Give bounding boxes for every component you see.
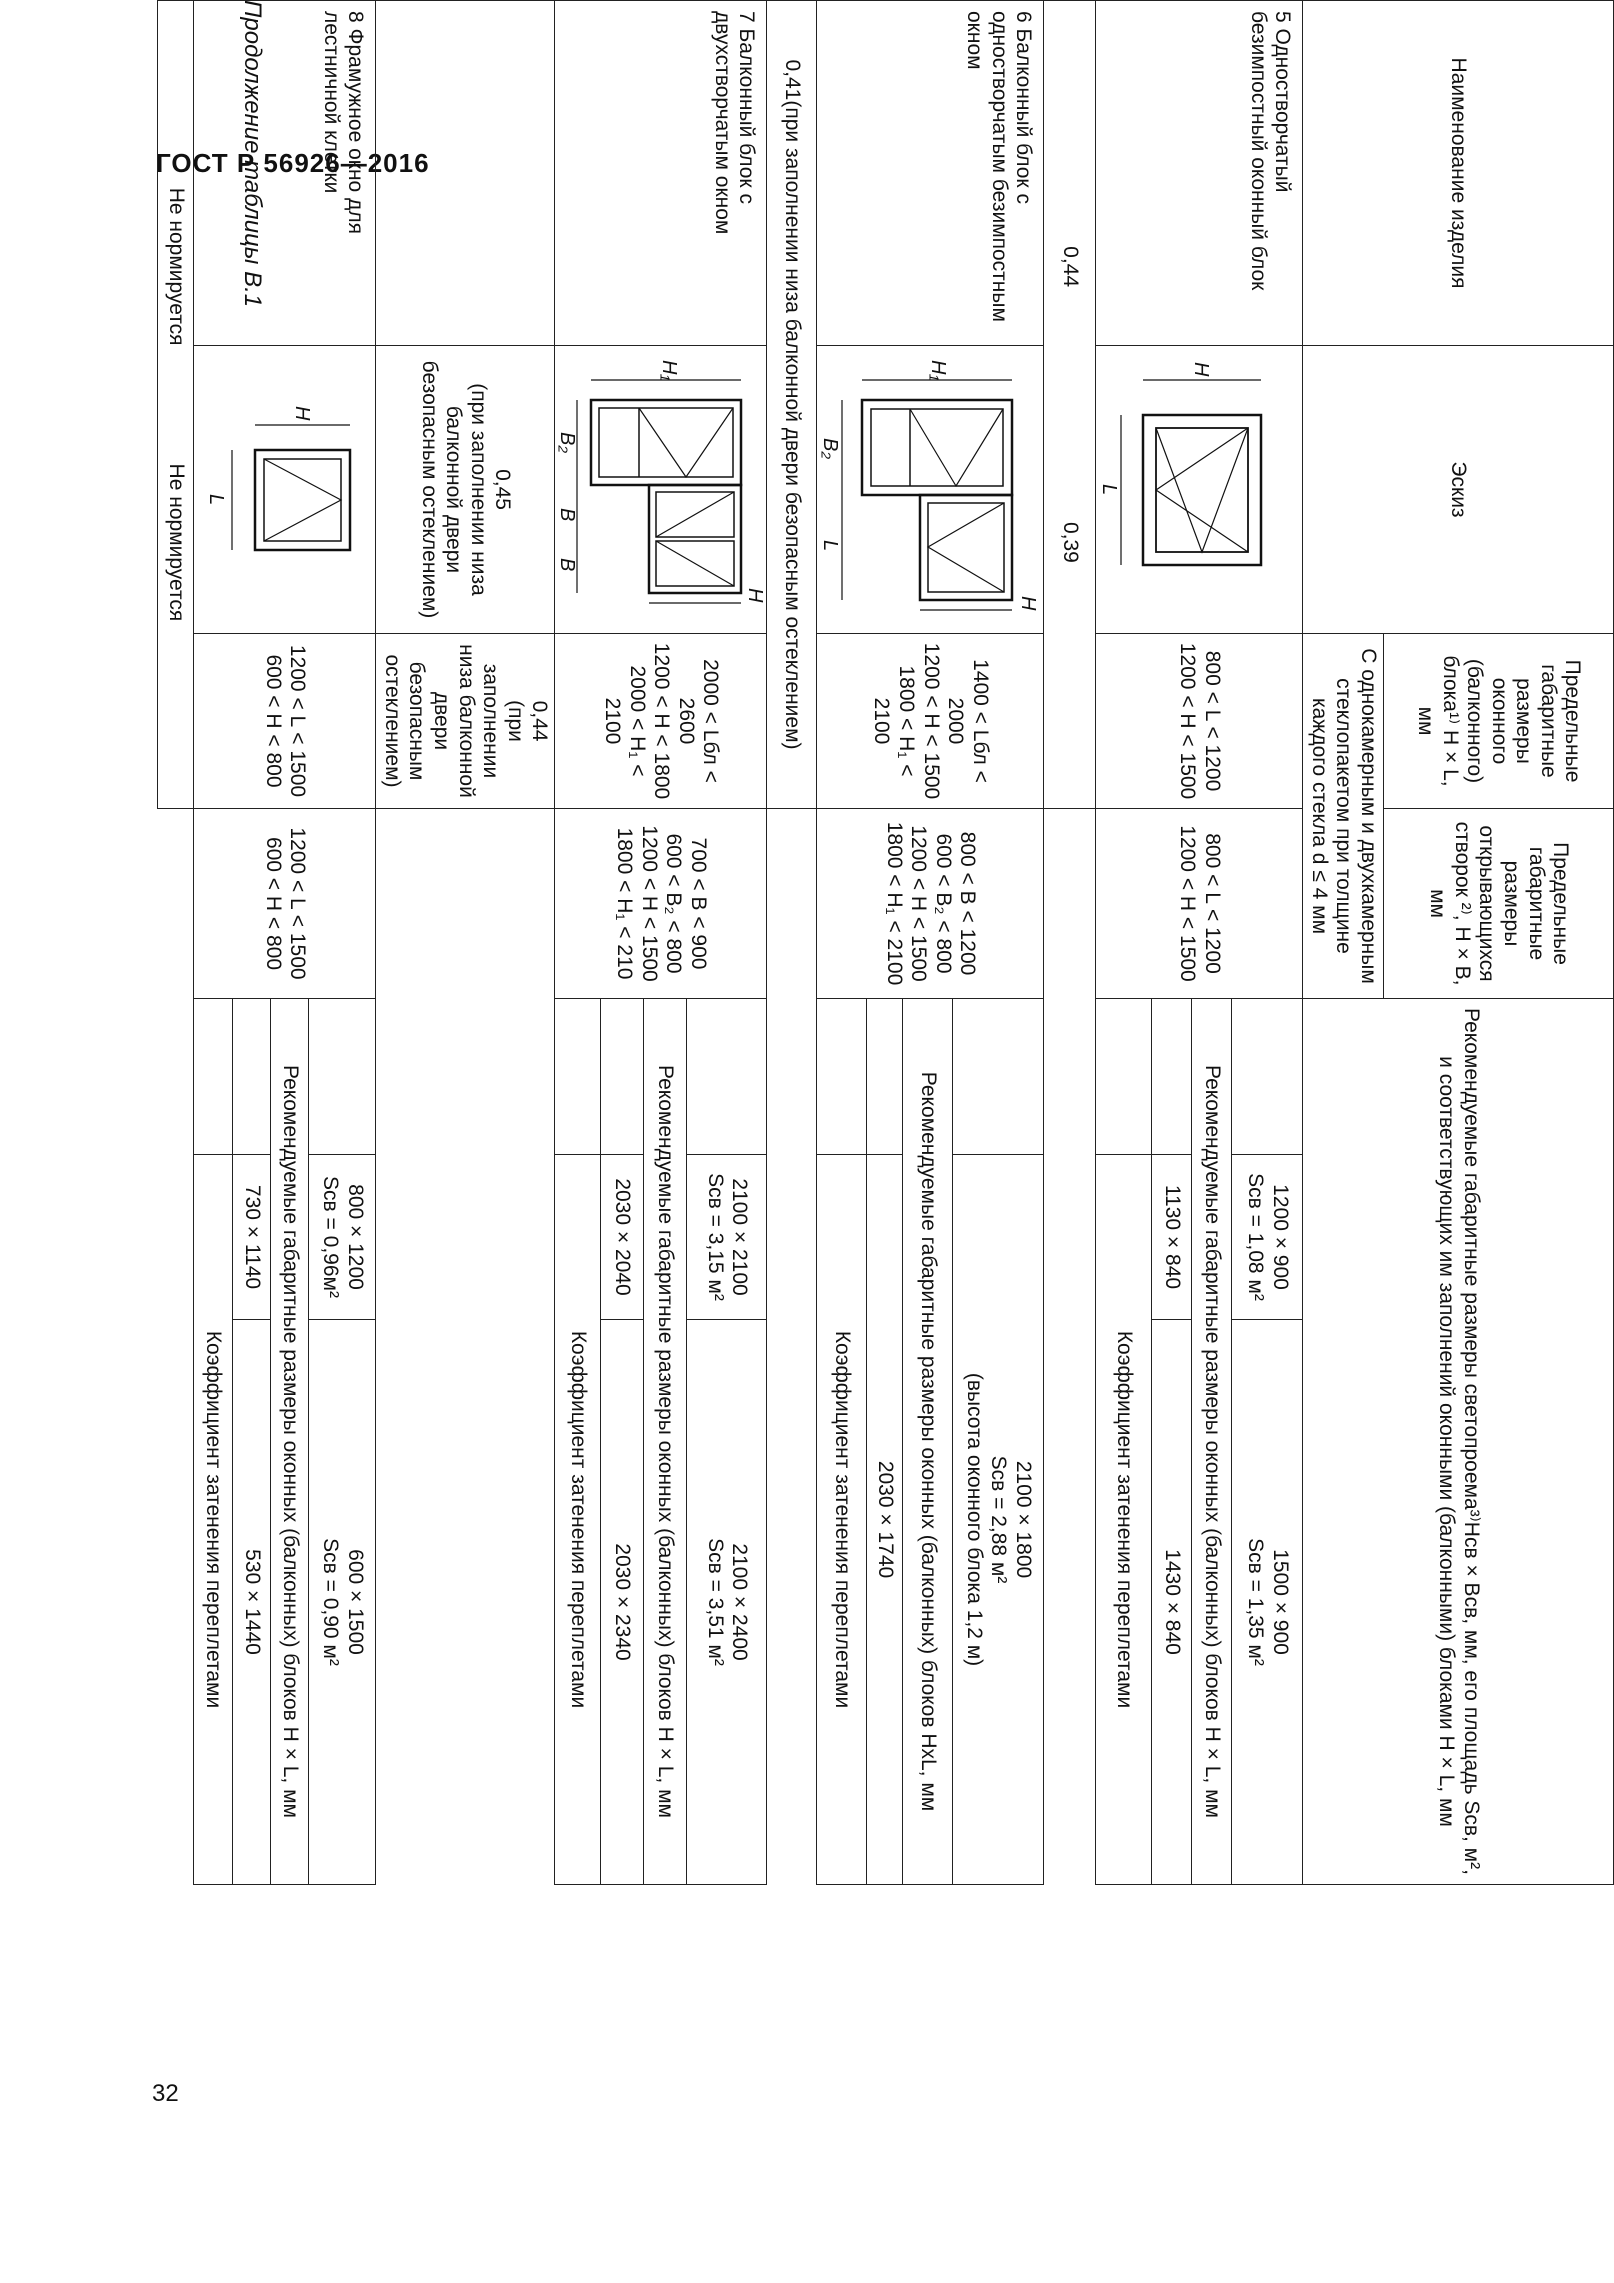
row5-block-size-a: 1130 × 840 (1151, 1155, 1191, 1320)
row7-sketch (555, 346, 767, 634)
block-limit-line: 1200 < H < 1800 (650, 642, 674, 800)
transom-window-sketch (197, 360, 372, 620)
sash-limit-line: 1200 < H < 1500 (907, 825, 931, 982)
shading-value: 0,39 (1059, 521, 1083, 563)
row6-sketch (817, 346, 1044, 634)
sketch-label-b: B (556, 507, 579, 521)
standard-header: ГОСТ Р 56926—2016 (156, 148, 430, 178)
shading-value: 0,44 (1059, 246, 1083, 288)
row8-sash-limits (194, 809, 376, 999)
block-limit-line: 1200 < H < 1500 (1176, 642, 1200, 800)
row7-block-sizes-label: Рекомендуемые габаритные размеры оконных (балконных) блоков H × L, мм (643, 999, 686, 1885)
header-sketch: Эскиз (1303, 346, 1614, 634)
row5-sash-limits (1096, 809, 1303, 999)
sash-limit-line: 1200 < L < 1500 (286, 827, 310, 980)
row6-block-limits (817, 634, 1044, 809)
opening-size: 600 × 1500 (343, 1549, 367, 1655)
row7-spacer (555, 999, 601, 1155)
block-limit-line: 2000 < Lбл < 2600 (674, 659, 723, 783)
sash-limit-line: 1800 < H₁ < 2100 (882, 821, 906, 986)
sash-limit-line: 1800 < H₁ < 210 (613, 827, 637, 980)
opening-size: 800 × 1200 (343, 1184, 367, 1290)
header-sash-limits: Предельные габаритные размеры открывающихся створок ²⁾, H × B, мм (1384, 809, 1614, 999)
row7-block-limits (555, 634, 767, 809)
page-number: 32 (152, 2080, 179, 2107)
row7-opening-b (686, 1320, 767, 1885)
row7-name: 7 Балконный блок с двухстворчатым окном (555, 1, 767, 346)
balcony-double-sash-sketch (556, 359, 767, 620)
sketch-label-h: H (1190, 361, 1213, 376)
row5-spacer (1151, 999, 1191, 1155)
row8-opening-b (309, 1320, 376, 1885)
row8-block-size-b: 530 × 1440 (232, 1320, 270, 1885)
row7-block-size-b: 2030 × 2340 (600, 1320, 643, 1885)
row5-opening-b (1232, 1320, 1303, 1885)
row8-name: 8 Фрамужное окно для лестничной клетки (194, 1, 376, 346)
sketch-label-b: B (556, 557, 579, 571)
row6-block-sizes-label: Рекомендуемые габаритные размеры оконных (балконных) блоков HxL, мм (903, 999, 953, 1885)
row8-block-sizes-label: Рекомендуемые габаритные размеры оконных (балконных) блоков H × L, мм (270, 999, 308, 1885)
row6-spacer (817, 999, 867, 1155)
sash-limit-line: 800 < B < 1200 (956, 831, 980, 976)
sketch-label-h: H (744, 587, 767, 602)
row7-shading-label: Коэффициент затенения переплетами (555, 1155, 601, 1885)
shading-value: 0,44 (528, 700, 552, 742)
row8-spacer (232, 999, 270, 1155)
block-limit-line: 1200 < H < 1500 (919, 642, 943, 800)
sash-limit-line: 800 < L < 1200 (1200, 833, 1224, 974)
row5-sketch (1096, 346, 1303, 634)
block-limit-line: 1200 < L < 1500 (286, 644, 310, 798)
row5-spacer (1096, 999, 1152, 1155)
sketch-label-l: L (1098, 483, 1121, 495)
rotated-table-area (166, 0, 1614, 1883)
row6-opening (953, 1155, 1044, 1885)
row8-label-spacer (309, 999, 376, 1155)
sketch-label-b2: B₂ (556, 431, 579, 453)
row8-block-size-a: 730 × 1140 (232, 1155, 270, 1320)
row7-block-size-a: 2030 × 2040 (600, 1155, 643, 1320)
opening-area: Sсв = 1,35 м² (1244, 1538, 1268, 1666)
opening-area: Sсв = 0,96м² (319, 1176, 343, 1298)
shading-value: Не нормируется (165, 463, 189, 622)
row5-opening-a (1232, 1155, 1303, 1320)
row8-shading-label: Коэффициент затенения переплетами (194, 1155, 232, 1885)
row7-shading-a (376, 346, 555, 634)
header-block-limits: Предельные габаритные размеры оконного (балконного) блока¹⁾ H × L, мм (1384, 634, 1614, 809)
block-limit-line: 800 < L < 1200 (1200, 650, 1224, 792)
opening-area: Sсв = 1,08 м² (1244, 1173, 1268, 1301)
block-limit-line: 1800 < H₁ < 2100 (870, 665, 919, 777)
sketch-label-h: H (1017, 595, 1040, 610)
shading-note: (при заполнении низа балконной двери безопасным остеклением) (380, 644, 527, 798)
balcony-single-sash-sketch (820, 360, 1040, 620)
opening-area: Sсв = 3,51 м² (703, 1538, 727, 1666)
row5-block-sizes-label: Рекомендуемые габаритные размеры оконных (балконных) блоков H × L, мм (1191, 999, 1231, 1885)
block-limit-line: 2000 < H₁ < 2100 (600, 665, 649, 777)
row8-block-limits (194, 634, 376, 809)
row8-opening-a (309, 1155, 376, 1320)
row8-spacer (194, 999, 232, 1155)
sash-limit-line: 700 < B < 900 (686, 837, 710, 970)
row7-sash-limits (555, 809, 767, 999)
shading-note: (при заполнении низа балконной двери безопасным остеклением) (417, 360, 490, 619)
row5-shading-values (1044, 1, 1096, 809)
row8-shading-values (158, 1, 194, 809)
row5-name: 5 Одностворчатый безимпостный оконный блок (1096, 1, 1303, 346)
row5-shading-label: Коэффициент затенения переплетами (1096, 1155, 1152, 1885)
sketch-label-l: L (819, 539, 842, 551)
row7-spacer (600, 999, 643, 1155)
sketch-label-h1: H₁ (927, 359, 950, 381)
opening-area: Sсв = 2,88 м² (987, 1455, 1011, 1584)
row8-sketch (194, 346, 376, 634)
table-caption: Продолжение таблицы В.1 (239, 0, 266, 308)
row5-block-limits (1096, 634, 1303, 809)
opening-size: 2100 × 2100 (728, 1178, 752, 1296)
opening-size: 1200 × 900 (1268, 1184, 1292, 1290)
sketch-label-b2: B₂ (819, 437, 842, 459)
sash-limit-line: 1200 < H < 1500 (1176, 825, 1200, 982)
row7-shading-b (376, 634, 555, 809)
row6-shading-label: Коэффициент затенения переплетами (817, 1155, 867, 1885)
opening-size: 2100 × 1800 (1012, 1460, 1036, 1579)
row6-spacer (867, 999, 903, 1155)
opening-size: 2100 × 2400 (728, 1543, 752, 1661)
opening-area: Sсв = 0,90 м² (319, 1538, 343, 1666)
row6-shading-value: 0,41(при заполнении низа балконной двери безопасным остеклением) (767, 1, 817, 809)
row6-block-size: 2030 × 1740 (867, 1155, 903, 1885)
sash-limit-line: 600 < B₂ < 800 (931, 833, 955, 974)
row7-label-spacer (686, 999, 767, 1155)
opening-area: Sсв = 3,15 м² (703, 1173, 727, 1301)
sash-limit-line: 600 < H < 800 (261, 836, 285, 971)
window-sizes-table (157, 0, 1614, 1885)
row7-opening-a (686, 1155, 767, 1320)
opening-size: 1500 × 900 (1268, 1549, 1292, 1655)
sash-limit-line: 600 < B₂ < 800 (662, 833, 686, 974)
sketch-label-h: H (291, 405, 314, 420)
header-glazing: С однокамерным и двухкамерным стеклопакетом при толщине каждого стекла d ≤ 4 мм (1303, 634, 1384, 999)
sash-limit-line: 1200 < H < 1500 (637, 825, 661, 982)
row6-sash-limits (817, 809, 1044, 999)
row7-spacer (376, 1, 555, 346)
row6-label-spacer (953, 999, 1044, 1155)
shading-value: Не нормируется (165, 187, 189, 346)
row5-block-size-b: 1430 × 840 (1151, 1320, 1191, 1885)
opening-note: (высота оконного блока 1,2 м) (962, 1372, 986, 1667)
header-recommended: Рекомендуемые габаритные размеры светопроема³⁾Hсв × Bсв, мм, его площадь Sсв, м², и соответствующих им заполнений оконными (балконными) блоками H × L, мм (1303, 999, 1614, 1885)
shading-value: 0,45 (491, 469, 515, 510)
row5-label-spacer (1232, 999, 1303, 1155)
single-sash-window-sketch (1099, 360, 1299, 620)
header-name: Наименование изделия (1303, 1, 1614, 346)
sketch-label-l: L (205, 493, 228, 505)
row6-name: 6 Балконный блок с одностворчатым безимпостным окном (817, 1, 1044, 346)
sketch-label-h1: H₁ (658, 359, 681, 381)
block-limit-line: 1400 < Lбл < 2000 (944, 659, 992, 783)
block-limit-line: 600 < H < 800 (261, 654, 285, 788)
